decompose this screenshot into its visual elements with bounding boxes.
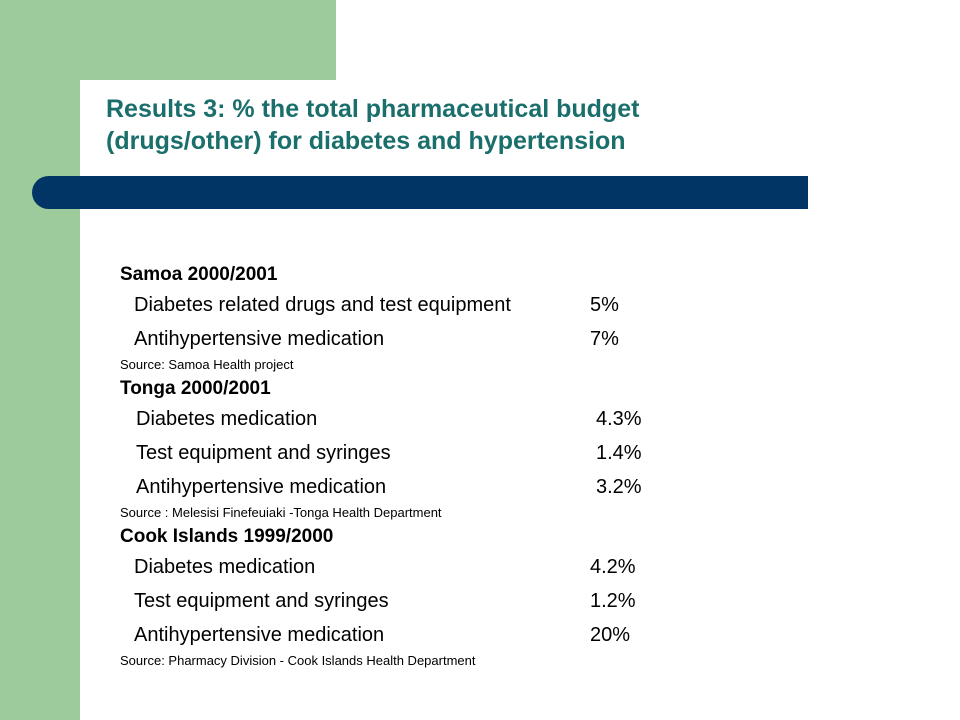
slide-title-line-1: Results 3: % the total pharmaceutical budget: [106, 95, 640, 123]
row-label: Test equipment and syringes: [134, 590, 389, 612]
row-label: Diabetes related drugs and test equipment: [134, 294, 511, 316]
slide-title: [106, 93, 846, 157]
row-value: 1.2%: [590, 590, 636, 612]
source-note: Source: Pharmacy Division - Cook Islands Health Department: [120, 653, 476, 668]
budget-row: [120, 470, 680, 504]
source-note: Source : Melesisi Finefeuiaki -Tonga Health Department: [120, 505, 442, 520]
budget-row: [120, 618, 680, 652]
row-value: 4.3%: [596, 408, 642, 430]
group-samoa: [120, 262, 680, 376]
row-value: 20%: [590, 624, 631, 646]
row-label: Antihypertensive medication: [134, 624, 385, 646]
budget-row: [120, 436, 680, 470]
slide-title-line-2: (drugs/other) for diabetes and hypertension: [106, 127, 626, 155]
budget-row: [120, 584, 680, 618]
group-heading: Samoa 2000/2001: [120, 264, 278, 285]
budget-row: [120, 550, 680, 584]
group-heading: Cook Islands 1999/2000: [120, 526, 334, 547]
budget-content: [120, 262, 680, 672]
row-label: Test equipment and syringes: [136, 442, 391, 464]
row-label: Diabetes medication: [136, 408, 318, 430]
group-cook-islands: [120, 524, 680, 672]
row-label: Antihypertensive medication: [134, 328, 385, 350]
group-tonga: [120, 376, 680, 524]
row-value: 3.2%: [596, 476, 642, 498]
left-green-band: [0, 0, 80, 720]
budget-row: [120, 288, 680, 322]
row-label: Diabetes medication: [134, 556, 316, 578]
group-heading: Tonga 2000/2001: [120, 378, 271, 399]
row-value: 7%: [590, 328, 619, 350]
budget-row: [120, 402, 680, 436]
source-note: Source: Samoa Health project: [120, 357, 294, 372]
row-value: 1.4%: [596, 442, 642, 464]
row-value: 4.2%: [590, 556, 636, 578]
row-value: 5%: [590, 294, 619, 316]
top-green-block: [80, 0, 336, 80]
budget-row: [120, 322, 680, 356]
title-underline-bar: [32, 176, 808, 209]
row-label: Antihypertensive medication: [136, 476, 387, 498]
